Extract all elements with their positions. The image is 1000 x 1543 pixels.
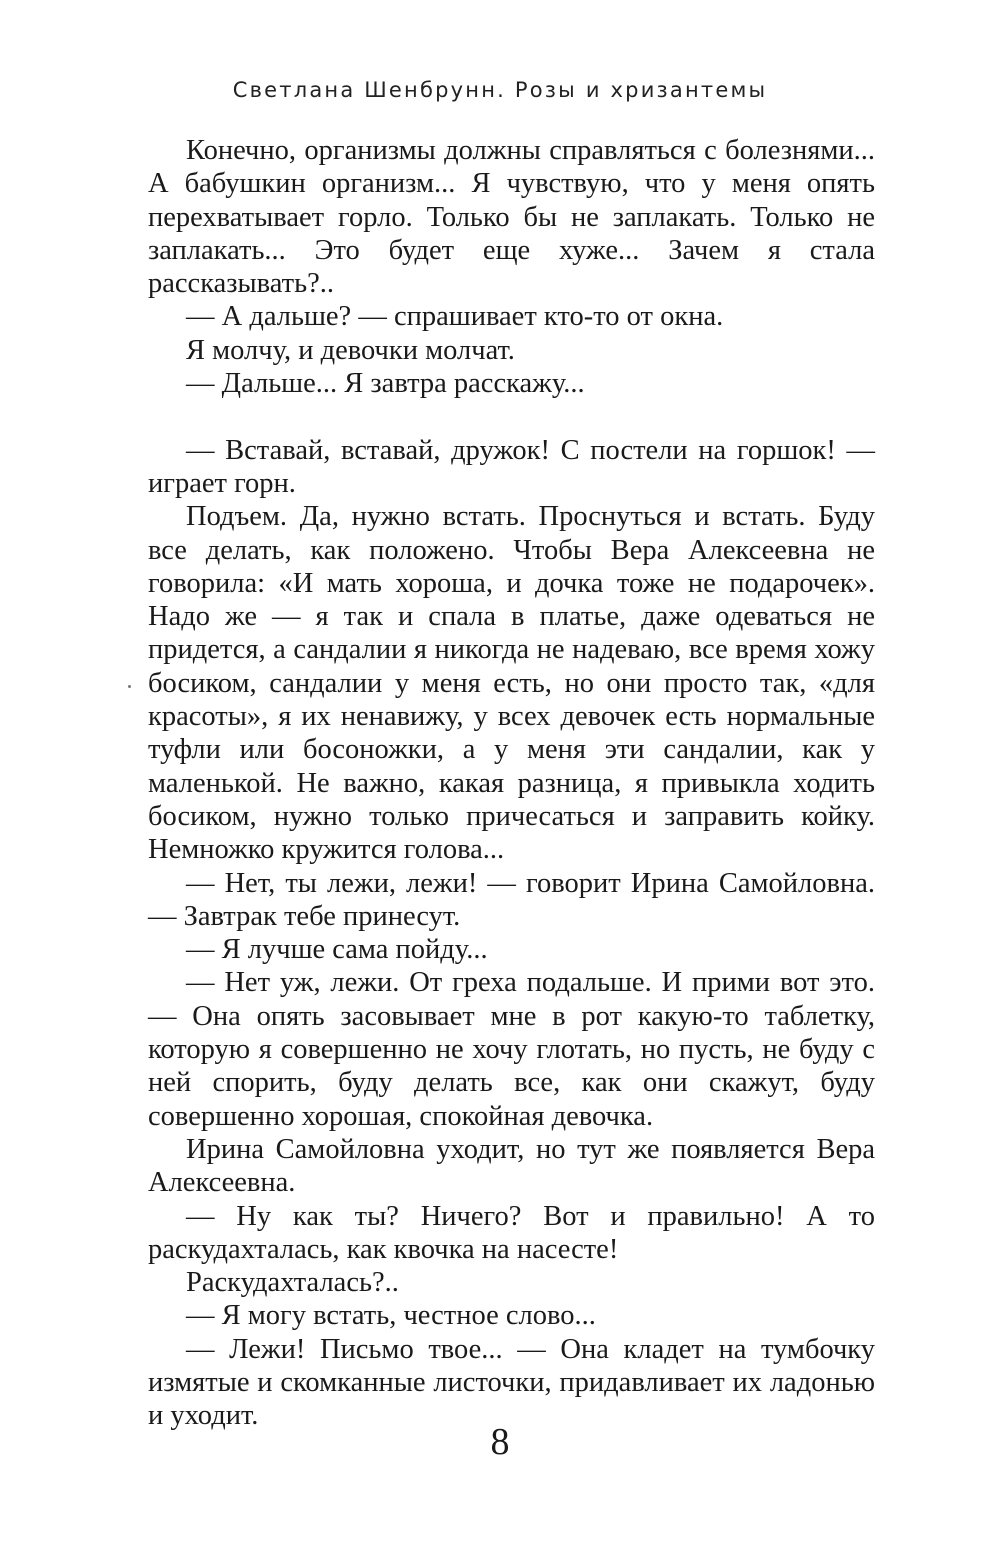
running-head: Светлана Шенбрунн. Розы и хризантемы — [232, 78, 768, 102]
scene-break — [148, 400, 875, 433]
paragraph: Раскудахталась?.. — [186, 1267, 399, 1299]
paragraph: — Я лучше сама пойду... — [186, 934, 488, 966]
paragraph: — Нет уж, лежи. От греха подальше. И прими вот это. — Она опять засовывает мне в рот какую-то таблетку, которую я совершенно не хочу глотать, но пусть, не буду с ней спорить, буду делать все, как они скажут, буду совершенно хорошая, спокойная девочка. — [148, 967, 875, 1132]
paragraph: Я молчу, и девочки молчат. — [186, 334, 515, 366]
page-number: 8 — [490, 1421, 510, 1463]
paragraph: — Дальше... Я завтра расскажу... — [186, 368, 585, 400]
paragraph: — Вставай, вставай, дружок! С постели на горшок! — играет горн. — [148, 434, 875, 499]
body-text — [148, 134, 875, 1433]
paragraph: Конечно, организмы должны справляться с болезнями... А бабушкин организм... Я чувствую, что у меня опять перехватывает горло. Только бы не заплакать. Только не заплакать... Это будет еще хуже... Зачем я стала рассказывать?.. — [148, 135, 875, 300]
paragraph: — А дальше? — спрашивает кто-то от окна. — [186, 301, 724, 333]
paragraph: Подъем. Да, нужно встать. Проснуться и встать. Буду все делать, как положено. Чтобы Вера Алексеевна не говорила: «И мать хороша, и дочка тоже не подарочек». Надо же — я так и спала в платье, даже одеваться не придется, а сандалии я никогда не надеваю, все время хожу босиком, сандалии у меня есть, но они просто так, «для красоты», я их ненавижу, у всех девочек есть нормальные туфли или босоножки, а у меня эти сандалии, как у маленькой. Не важно, какая разница, я привыкла ходить босиком, нужно только причесаться и заправить койку. Немножко кружится голова... — [148, 501, 875, 866]
print-speck — [128, 685, 131, 688]
paragraph: — Ну как ты? Ничего? Вот и правильно! А то раскудахталась, как квочка на насесте! — [148, 1200, 875, 1265]
paragraph: — Лежи! Письмо твое... — Она кладет на тумбочку измятые и скомканные листочки, придавливает их ладонью и уходит. — [148, 1333, 875, 1432]
paragraph: — Я могу встать, честное слово... — [186, 1300, 596, 1332]
paragraph: Ирина Самойловна уходит, но тут же появляется Вера Алексеевна. — [148, 1133, 875, 1199]
paragraph: — Нет, ты лежи, лежи! — говорит Ирина Самойловна. — Завтрак тебе принесут. — [148, 867, 875, 932]
